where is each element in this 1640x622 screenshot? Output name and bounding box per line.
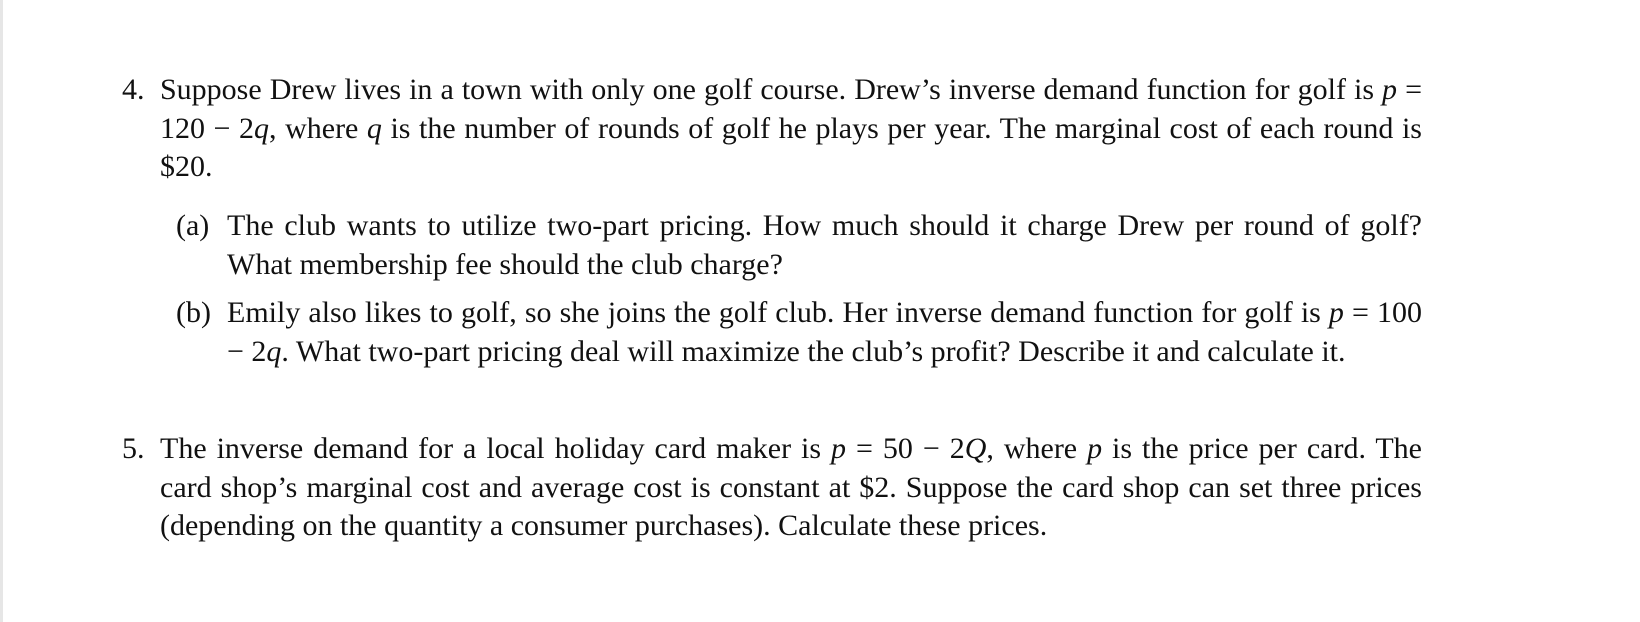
problem-4-eq-rest: = 120 − 2 bbox=[160, 73, 1422, 145]
problem-5-eq-var: p bbox=[831, 432, 847, 465]
part-a-label: (a) bbox=[176, 209, 210, 242]
part-b-eq-var: p bbox=[1328, 296, 1344, 329]
part-b-eq-var2: q bbox=[266, 334, 282, 368]
problem-4-mid: , where bbox=[269, 111, 367, 145]
problem-4-var-q: q bbox=[366, 111, 382, 145]
problem-4-suffix: is the number of rounds of golf he plays per year. The marginal cost of each round is $20. bbox=[160, 111, 1422, 183]
problem-4-eq-var: p bbox=[1382, 73, 1398, 106]
part-b-prefix: Emily also likes to golf, so she joins the golf club. Her inverse demand function for golf is bbox=[227, 296, 1329, 329]
problem-5-number: 5. bbox=[122, 432, 145, 465]
problem-4-prefix: Suppose Drew lives in a town with only one golf course. Drew’s inverse demand function for golf is bbox=[160, 73, 1383, 106]
problem-4-eq-var2: q bbox=[254, 111, 270, 145]
part-a-text: The club wants to utilize two-part pricing. How much should it charge Drew per round of golf? What membership fee should the club charge? bbox=[227, 209, 1422, 281]
part-b-eq-rest: = 100 − 2 bbox=[227, 296, 1422, 368]
problem-5-eq-var2: Q bbox=[964, 432, 987, 465]
problem-5-eq-rest: = 50 − 2 bbox=[846, 432, 965, 465]
part-b-text bbox=[227, 294, 1422, 371]
problem-5-var-p: p bbox=[1087, 432, 1103, 465]
problem-5-mid: , where bbox=[986, 432, 1088, 465]
problem-4-number: 4. bbox=[122, 73, 145, 106]
problem-5-prefix: The inverse demand for a local holiday card maker is bbox=[160, 432, 832, 465]
problem-5-text bbox=[160, 430, 1422, 546]
part-b-suffix: . What two-part pricing deal will maximize the club’s profit? Describe it and calculate it. bbox=[281, 334, 1346, 368]
problem-4-text bbox=[160, 71, 1422, 187]
part-b-label: (b) bbox=[176, 296, 211, 329]
problem-5-suffix: is the price per card. The card shop’s marginal cost and average cost is constant at $2. Suppose the card shop can set three prices (depending on the quantity a consumer purchases). Calculate these prices. bbox=[160, 432, 1422, 542]
